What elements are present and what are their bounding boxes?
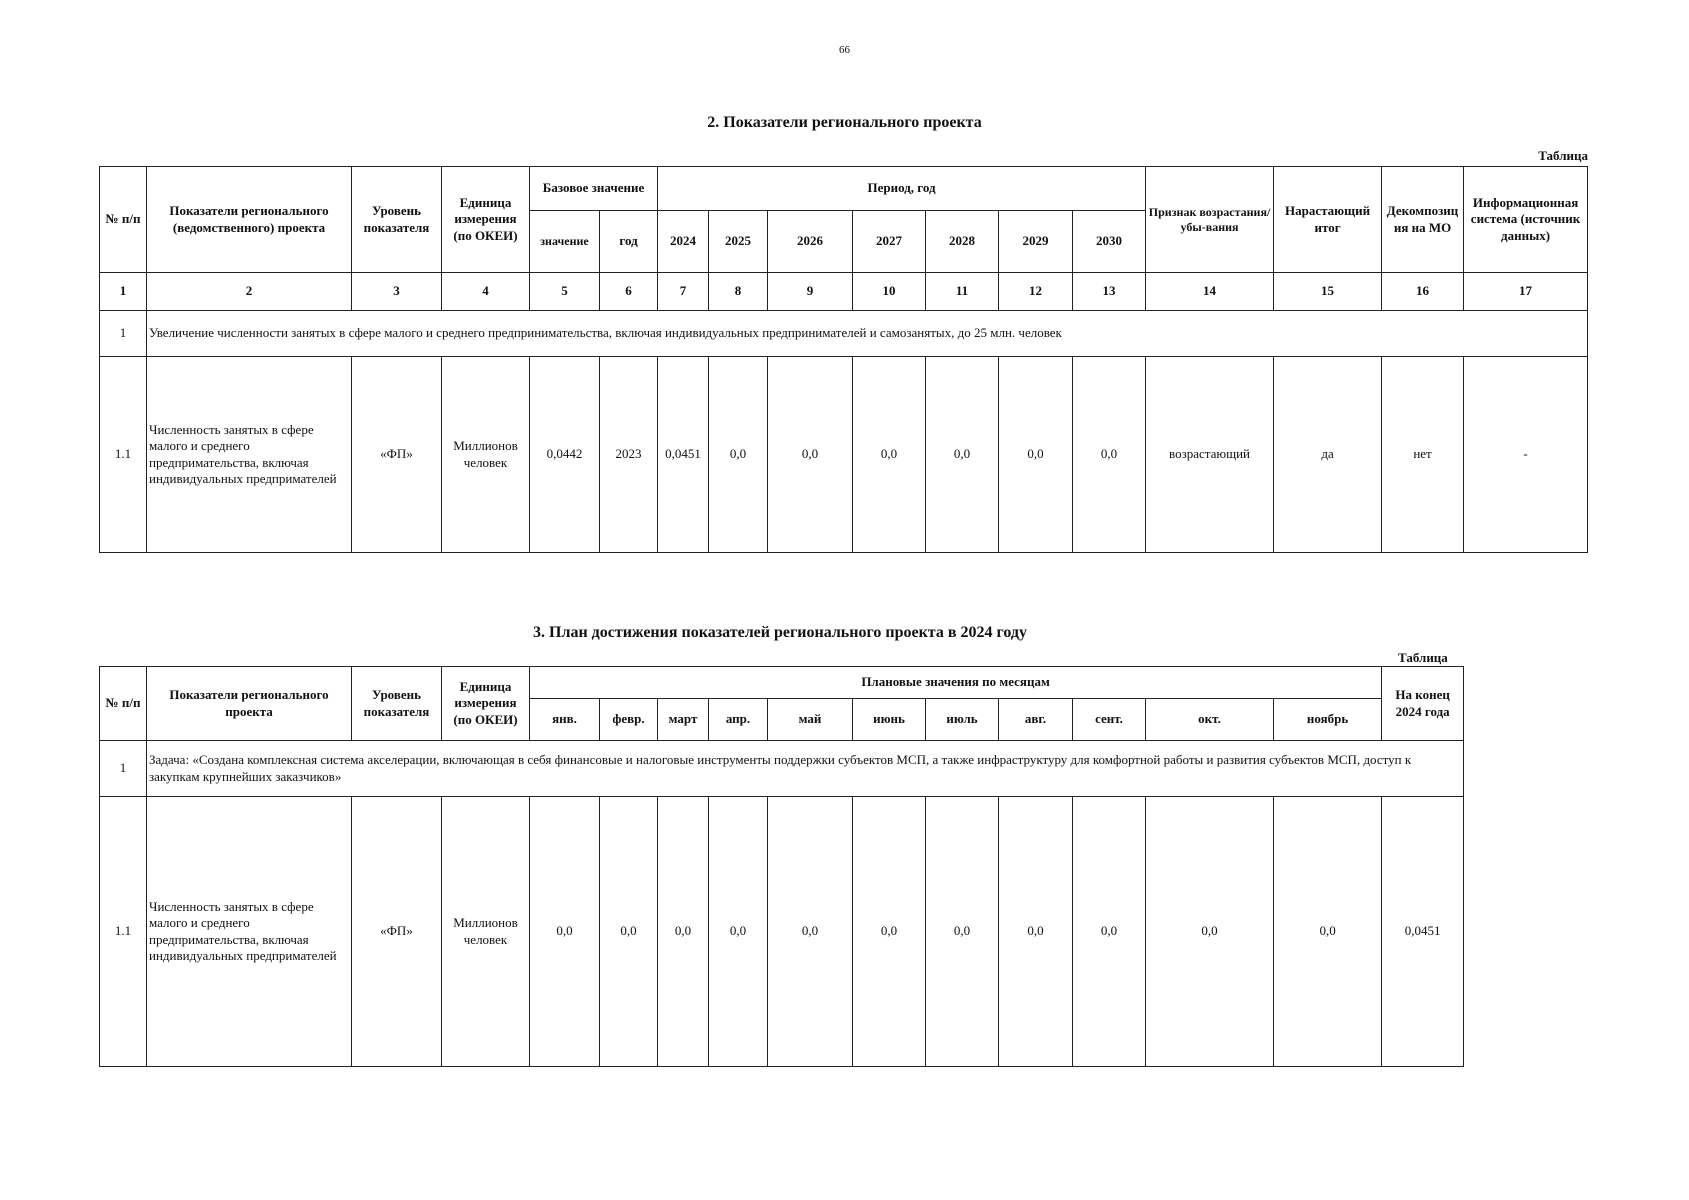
header-year: 2025 <box>709 211 768 273</box>
header-trend: Признак возрастания/убы-вания <box>1146 167 1274 273</box>
row-indicator: Численность занятых в сфере малого и среднего предпримательства, включая индивидуальных предпримателей <box>147 797 352 1067</box>
row-base-year: 2023 <box>600 357 658 553</box>
row-month-value: 0,0 <box>999 797 1073 1067</box>
row-month-value: 0,0 <box>709 797 768 1067</box>
header-month: авг. <box>999 699 1073 741</box>
row-year-value: 0,0451 <box>658 357 709 553</box>
column-number: 13 <box>1073 273 1146 311</box>
row-unit: Миллионов человек <box>442 357 530 553</box>
table2-label: Таблица <box>1398 650 1448 665</box>
goal-text: Увеличение численности занятых в сфере малого и среднего предпринимательства, включая индивидуальных предпринимателей и самозанятых, до 25 млн. человек <box>147 311 1588 357</box>
row-month-value: 0,0 <box>768 797 853 1067</box>
header-year: 2028 <box>926 211 999 273</box>
header-level: Уровень показателя <box>352 167 442 273</box>
row-year-value: 0,0 <box>999 357 1073 553</box>
table2-title: 3. План достижения показателей регионального проекта в 2024 году <box>533 624 1027 641</box>
task-text: Задача: «Создана комплексная система акселерации, включающая в себя финансовые и налоговые инструменты поддержки субъектов МСП, а также инфраструктуру для комфортной работы и развития субъектов МСП, доступ к закупкам крупнейших заказчиков» <box>147 741 1464 797</box>
header-decomposition: Декомпозиц ия на МО <box>1382 167 1464 273</box>
column-number: 12 <box>999 273 1073 311</box>
header-base: Базовое значение <box>530 167 658 211</box>
header-monthly: Плановые значения по месяцам <box>530 667 1382 699</box>
header-year: 2026 <box>768 211 853 273</box>
row-year-value: 0,0 <box>853 357 926 553</box>
header-level: Уровень показателя <box>352 667 442 741</box>
table-row <box>100 797 1464 1067</box>
column-number: 7 <box>658 273 709 311</box>
page-number: 66 <box>839 44 850 56</box>
table-row <box>100 357 1588 553</box>
header-indicator: Показатели регионального проекта <box>147 667 352 741</box>
table1-title: 2. Показатели регионального проекта <box>707 114 982 131</box>
row-year-value: 0,0 <box>768 357 853 553</box>
row-indicator: Численность занятых в сфере малого и среднего предпримательства, включая индивидуальных предпримателей <box>147 357 352 553</box>
row-month-value: 0,0 <box>1274 797 1382 1067</box>
header-month: окт. <box>1146 699 1274 741</box>
row-month-value: 0,0 <box>600 797 658 1067</box>
row-cumulative: да <box>1274 357 1382 553</box>
header-month: ноябрь <box>1274 699 1382 741</box>
row-infosystem: - <box>1464 357 1588 553</box>
header-month: февр. <box>600 699 658 741</box>
column-number: 9 <box>768 273 853 311</box>
header-base-value: значение <box>530 211 600 273</box>
row-num: 1.1 <box>100 797 147 1067</box>
header-month: янв. <box>530 699 600 741</box>
header-base-year: год <box>600 211 658 273</box>
header-month: сент. <box>1073 699 1146 741</box>
table2-header-row-1 <box>100 667 1464 699</box>
row-level: «ФП» <box>352 797 442 1067</box>
row-year-value: 0,0 <box>709 357 768 553</box>
table2-task-row <box>100 741 1464 797</box>
goal-num: 1 <box>100 311 147 357</box>
column-number: 4 <box>442 273 530 311</box>
column-number: 10 <box>853 273 926 311</box>
table1-label: Таблица <box>1538 148 1588 163</box>
column-number: 3 <box>352 273 442 311</box>
row-month-value: 0,0 <box>530 797 600 1067</box>
table1-header-row-1 <box>100 167 1588 211</box>
header-num: № п/п <box>100 667 147 741</box>
header-period: Период, год <box>658 167 1146 211</box>
row-trend: возрастающий <box>1146 357 1274 553</box>
header-year: 2029 <box>999 211 1073 273</box>
header-year: 2024 <box>658 211 709 273</box>
column-number: 2 <box>147 273 352 311</box>
header-year-end: На конец 2024 года <box>1382 667 1464 741</box>
row-unit: Миллионов человек <box>442 797 530 1067</box>
row-month-value: 0,0 <box>1146 797 1274 1067</box>
task-num: 1 <box>100 741 147 797</box>
header-month: июнь <box>853 699 926 741</box>
header-year: 2030 <box>1073 211 1146 273</box>
table1-column-numbers <box>100 273 1588 311</box>
column-number: 1 <box>100 273 147 311</box>
header-infosystem: Информационная система (источник данных) <box>1464 167 1588 273</box>
header-num: № п/п <box>100 167 147 273</box>
row-year-end: 0,0451 <box>1382 797 1464 1067</box>
header-year: 2027 <box>853 211 926 273</box>
column-number: 5 <box>530 273 600 311</box>
header-month: апр. <box>709 699 768 741</box>
header-month: март <box>658 699 709 741</box>
column-number: 16 <box>1382 273 1464 311</box>
column-number: 14 <box>1146 273 1274 311</box>
header-indicator: Показатели регионального (ведомственного) проекта <box>147 167 352 273</box>
column-number: 17 <box>1464 273 1588 311</box>
row-month-value: 0,0 <box>658 797 709 1067</box>
header-cumulative: Нарастающий итог <box>1274 167 1382 273</box>
table1-goal-row <box>100 311 1588 357</box>
header-unit: Единица измерения (по ОКЕИ) <box>442 667 530 741</box>
row-month-value: 0,0 <box>1073 797 1146 1067</box>
header-month: май <box>768 699 853 741</box>
row-year-value: 0,0 <box>1073 357 1146 553</box>
row-year-value: 0,0 <box>926 357 999 553</box>
column-number: 8 <box>709 273 768 311</box>
row-num: 1.1 <box>100 357 147 553</box>
row-level: «ФП» <box>352 357 442 553</box>
header-unit: Единица измерения (по ОКЕИ) <box>442 167 530 273</box>
header-month: июль <box>926 699 999 741</box>
row-month-value: 0,0 <box>926 797 999 1067</box>
row-decomposition: нет <box>1382 357 1464 553</box>
column-number: 15 <box>1274 273 1382 311</box>
column-number: 11 <box>926 273 999 311</box>
column-number: 6 <box>600 273 658 311</box>
row-month-value: 0,0 <box>853 797 926 1067</box>
plan-table <box>99 666 1464 1067</box>
row-base-value: 0,0442 <box>530 357 600 553</box>
indicators-table <box>99 166 1588 553</box>
